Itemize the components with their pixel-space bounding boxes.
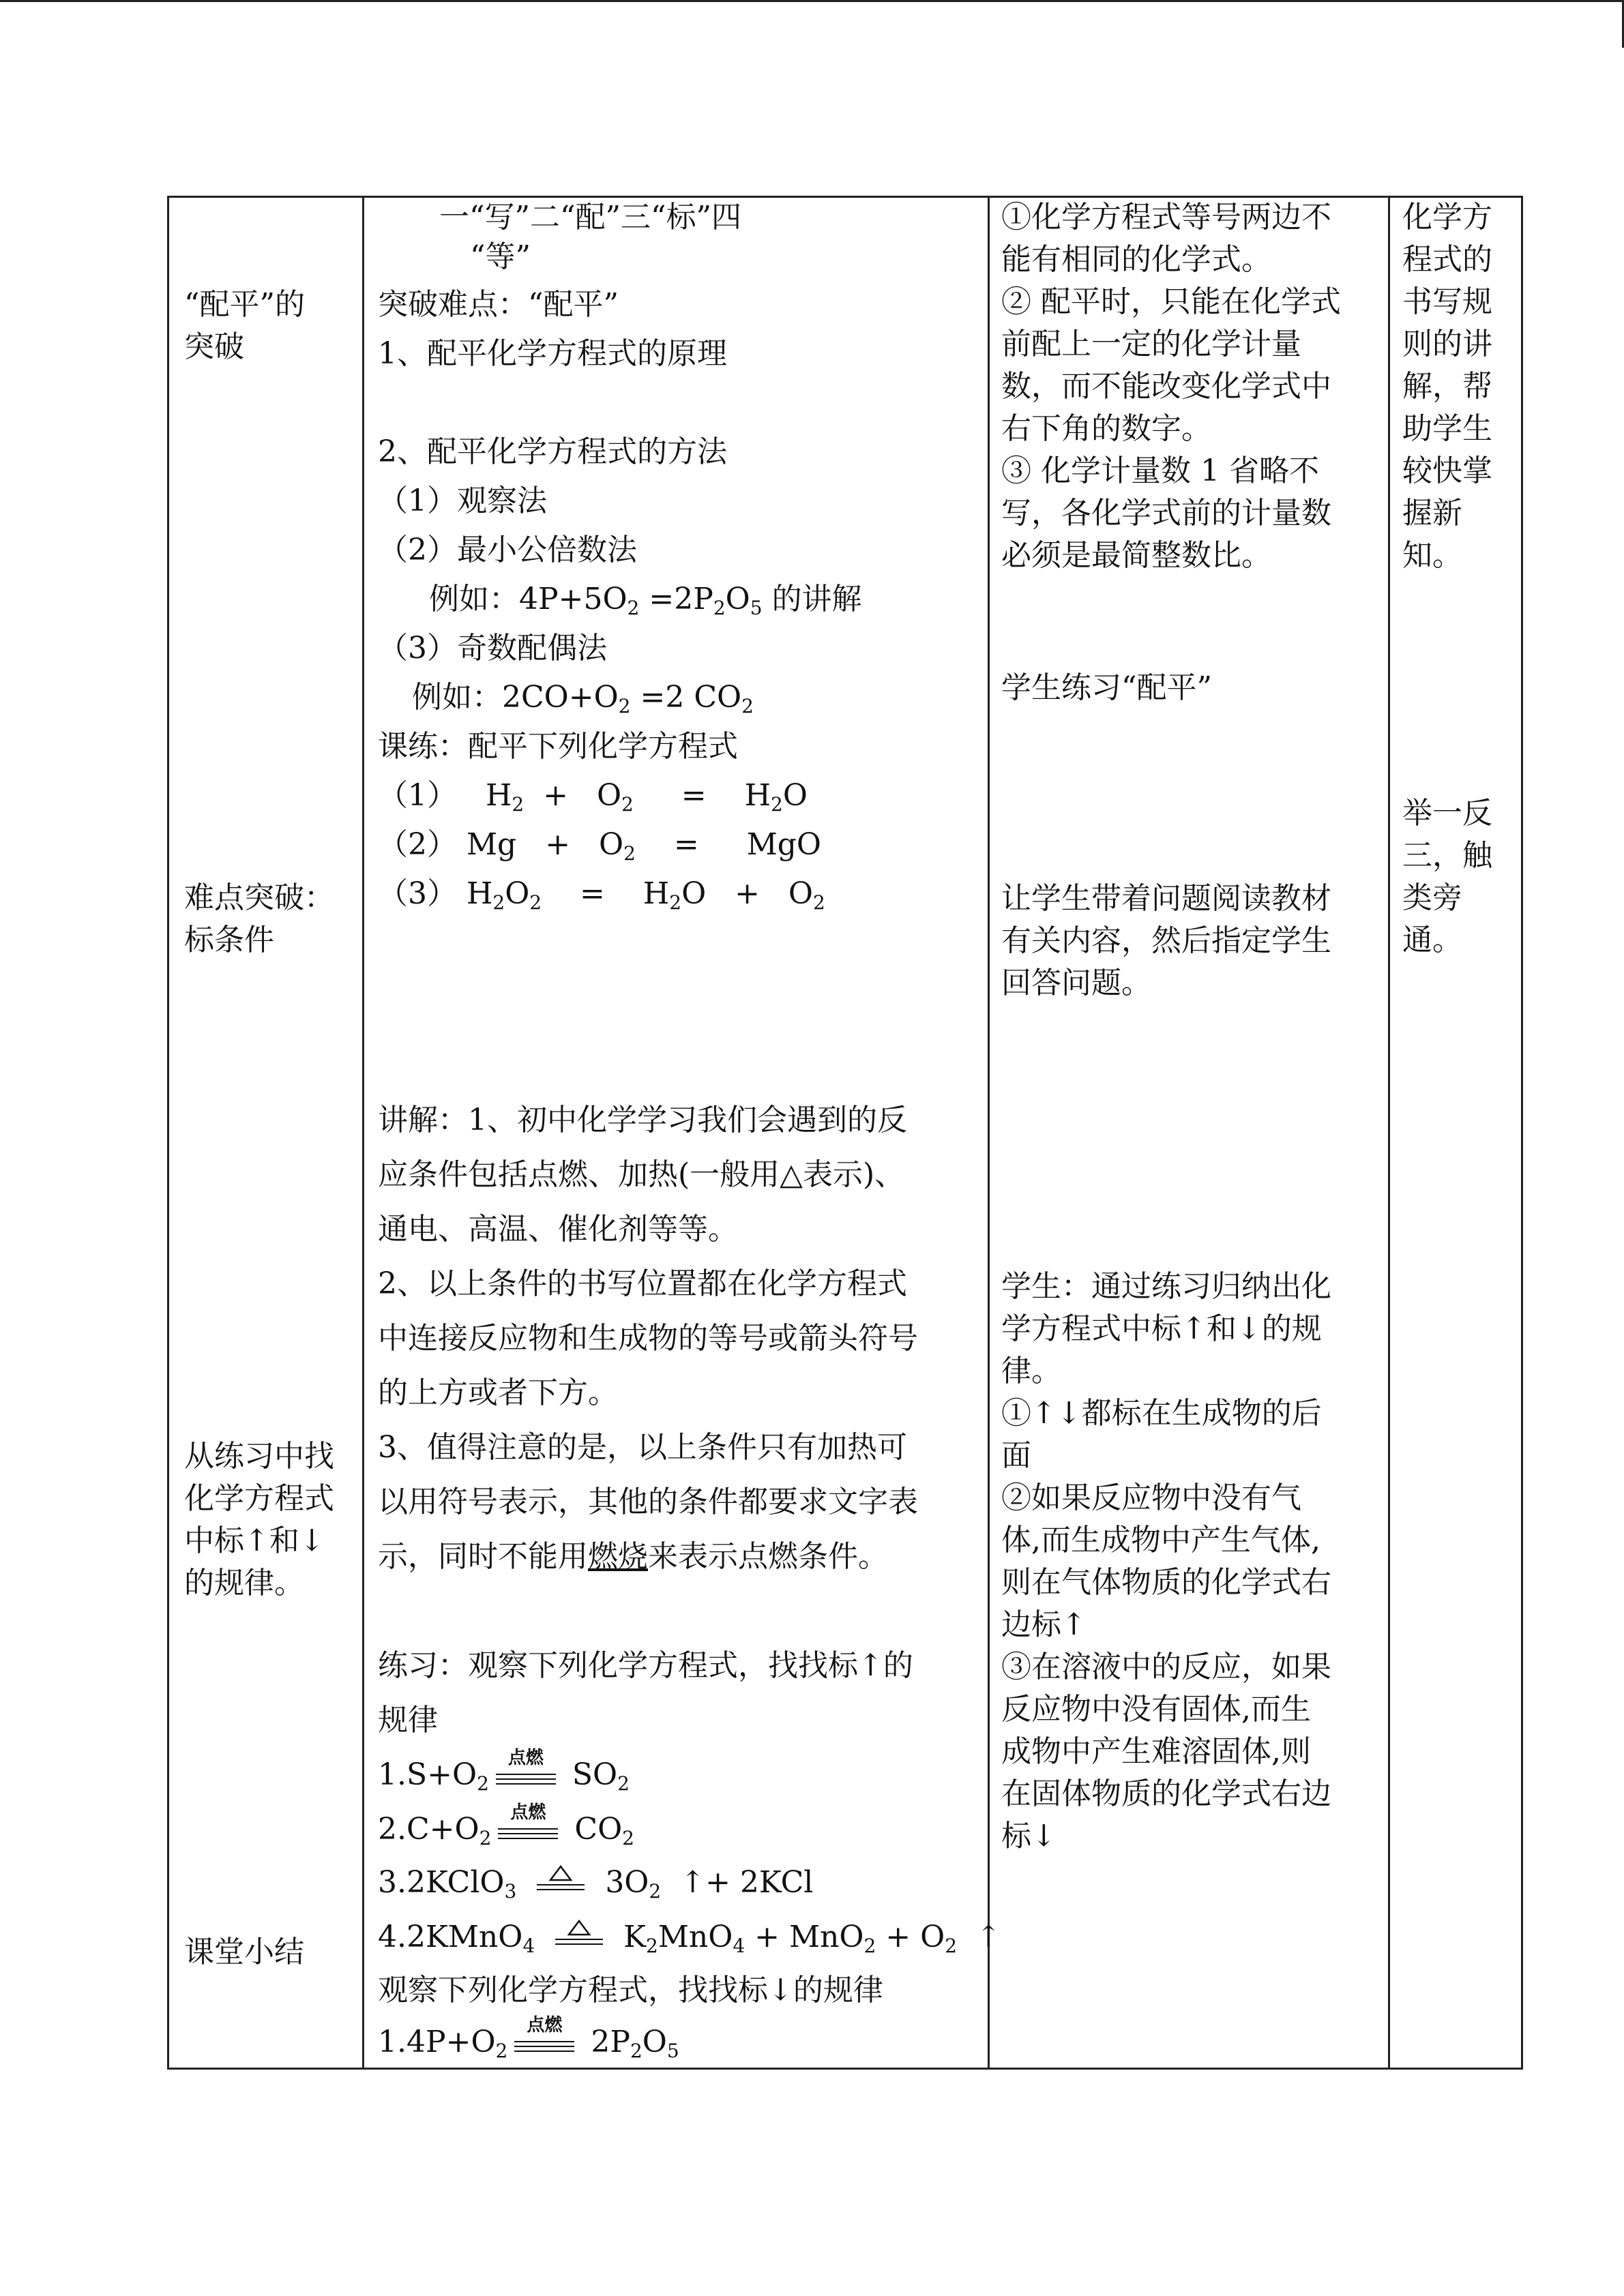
activity-line: 成物中产生难溶固体,则: [1001, 1734, 1311, 1769]
intent-line: 较快掌: [1402, 453, 1492, 488]
activity-line: ③在溶液中的反应，如果: [1001, 1650, 1331, 1684]
activity-line: ③ 化学计量数 1 省略不: [1001, 453, 1319, 488]
activity-line: 则在气体物质的化学式右: [1001, 1565, 1331, 1600]
content-line: （3）奇数配偶法: [378, 631, 607, 666]
activity-line: ①↑↓都标在生成物的后: [1001, 1396, 1322, 1431]
content-line: 2、配平化学方程式的方法: [378, 434, 727, 469]
content-line: 1、配平化学方程式的原理: [378, 336, 727, 371]
stage-label: 标条件: [184, 923, 274, 957]
activity-line: 前配上一定的化学计量: [1001, 327, 1301, 361]
lesson-plan-table: [167, 196, 1523, 2070]
activity-line: 回答问题。: [1001, 966, 1151, 1000]
underlined-term: 燃烧: [588, 1539, 648, 1574]
content-line: 应条件包括点燃、加热(一般用△表示)、: [378, 1157, 905, 1192]
practice-equation: $1.S+O_2$ 点燃 $SO_2$: [378, 1748, 630, 1795]
content-line: 练习：观察下列化学方程式，找找标↑的: [378, 1648, 913, 1683]
activity-line: 律。: [1001, 1354, 1061, 1388]
content-line: 以用符号表示，其他的条件都要求文字表: [378, 1485, 918, 1519]
intent-line: 知。: [1402, 538, 1462, 573]
intent-line: 通。: [1402, 923, 1462, 957]
intent-line: 三，触: [1402, 838, 1492, 873]
example-equation: 例如：$4P+5O_2 =2P_2O_5$ 的讲解: [429, 582, 862, 619]
activity-line: 标↓: [1001, 1819, 1057, 1853]
intent-column: [1390, 198, 1523, 2068]
intent-line: 类旁: [1402, 880, 1462, 915]
content-column: [364, 198, 1001, 2068]
activity-column: [990, 198, 1388, 2068]
practice-equation: $2.C+O_2$ 点燃 $CO_2$: [378, 1802, 634, 1849]
stage-label: 难点突破：: [184, 880, 334, 915]
activity-line: 能有相同的化学式。: [1001, 242, 1271, 277]
activity-line: 边标↑: [1001, 1607, 1087, 1642]
content-line: 示，同时不能用燃烧来表示点燃条件。: [378, 1539, 888, 1574]
example-equation: 例如：$2CO+O_2 =2$ $CO_2$: [412, 680, 754, 717]
activity-line: 右下角的数字。: [1001, 411, 1211, 446]
intent-line: 程式的: [1402, 242, 1492, 277]
heat-condition-icon: [523, 1862, 598, 1896]
exercise-equation: （2） Mg + $O_2$ = MgO: [378, 827, 821, 865]
ignite-condition: 点燃: [512, 2022, 577, 2056]
intent-line: 书写规: [1402, 284, 1492, 319]
stage-label: 的规律。: [184, 1566, 304, 1600]
content-line: 讲解：1、初中化学学习我们会遇到的反: [378, 1103, 907, 1137]
intent-line: 解，帮: [1402, 369, 1492, 404]
content-line: （2）最小公倍数法: [378, 533, 637, 567]
activity-line: 面: [1001, 1438, 1031, 1473]
stage-label: “配平”的: [184, 287, 305, 322]
exercise-equation: （3） $H_2O_2$ = $H_2O + O_2$: [378, 876, 825, 914]
stage-label: 课堂小结: [184, 1935, 304, 1969]
activity-line: 反应物中没有固体,而生: [1001, 1692, 1311, 1727]
stage-label: 化学方程式: [184, 1481, 334, 1516]
stage-label: 从练习中找: [184, 1439, 334, 1474]
activity-line: 必须是最简整数比。: [1001, 538, 1271, 573]
content-line: 一“写”二“配”三“标”四: [439, 200, 741, 235]
stage-column: [169, 198, 362, 2068]
content-line: 规律: [378, 1703, 438, 1738]
activity-line: 有关内容，然后指定学生: [1001, 923, 1331, 958]
practice-equation: 4.2KMnO$_4$ $K_2MnO_4 + MnO_2 + O_2$ ↑: [378, 1916, 1001, 1958]
activity-line: ①化学方程式等号两边不: [1001, 200, 1331, 235]
intent-line: 助学生: [1402, 411, 1492, 446]
intent-line: 举一反: [1402, 796, 1492, 831]
activity-line: 学方程式中标↑和↓的规: [1001, 1311, 1322, 1346]
activity-line: 学生：通过练习归纳出化: [1001, 1269, 1331, 1304]
activity-line: ② 配平时，只能在化学式: [1001, 284, 1341, 319]
practice-equation: $1.4P+O_2$ 点燃 $2P_2O_5$: [378, 2015, 679, 2062]
stage-label: 突破: [184, 329, 244, 364]
stage-label: 中标↑和↓: [184, 1523, 325, 1558]
content-line: 通电、高温、催化剂等等。: [378, 1212, 738, 1247]
activity-line: 体,而生成物中产生气体,: [1001, 1523, 1320, 1557]
content-line: “等”: [470, 239, 531, 274]
page-top-border: [0, 0, 1624, 2]
content-line: （1）观察法: [378, 483, 547, 518]
exercise-equation: （1） $H_2 + O_2$ = $H_2O$: [378, 778, 808, 816]
activity-line: 学生练习“配平”: [1001, 670, 1212, 705]
content-line: 的上方或者下方。: [378, 1375, 618, 1410]
heat-condition-icon: [542, 1917, 617, 1951]
content-line: 中连接反应物和生成物的等号或箭头符号: [378, 1321, 918, 1356]
activity-line: 让学生带着问题阅读教材: [1001, 881, 1331, 916]
intent-line: 则的讲: [1402, 327, 1492, 361]
ignite-condition: 点燃: [495, 1809, 561, 1843]
activity-line: ②如果反应物中没有气: [1001, 1480, 1301, 1515]
activity-line: 在固体物质的化学式右边: [1001, 1776, 1331, 1811]
activity-line: 数，而不能改变化学式中: [1001, 369, 1331, 404]
content-line: 2、以上条件的书写位置都在化学方程式: [378, 1266, 907, 1301]
content-line: 课练：配平下列化学方程式: [378, 729, 738, 764]
activity-line: 写，各化学式前的计量数: [1001, 496, 1331, 531]
content-line: 观察下列化学方程式，找找标↓的规律: [378, 1973, 883, 2008]
ignite-condition: 点燃: [493, 1755, 559, 1789]
intent-line: 握新: [1402, 496, 1462, 531]
content-line: 突破难点：“配平”: [378, 287, 619, 322]
practice-equation: 3.2KClO$_3$ $3O_2$ ↑+ 2KCl: [378, 1862, 813, 1904]
content-line: 3、值得注意的是，以上条件只有加热可: [378, 1430, 907, 1465]
intent-line: 化学方: [1402, 200, 1492, 235]
